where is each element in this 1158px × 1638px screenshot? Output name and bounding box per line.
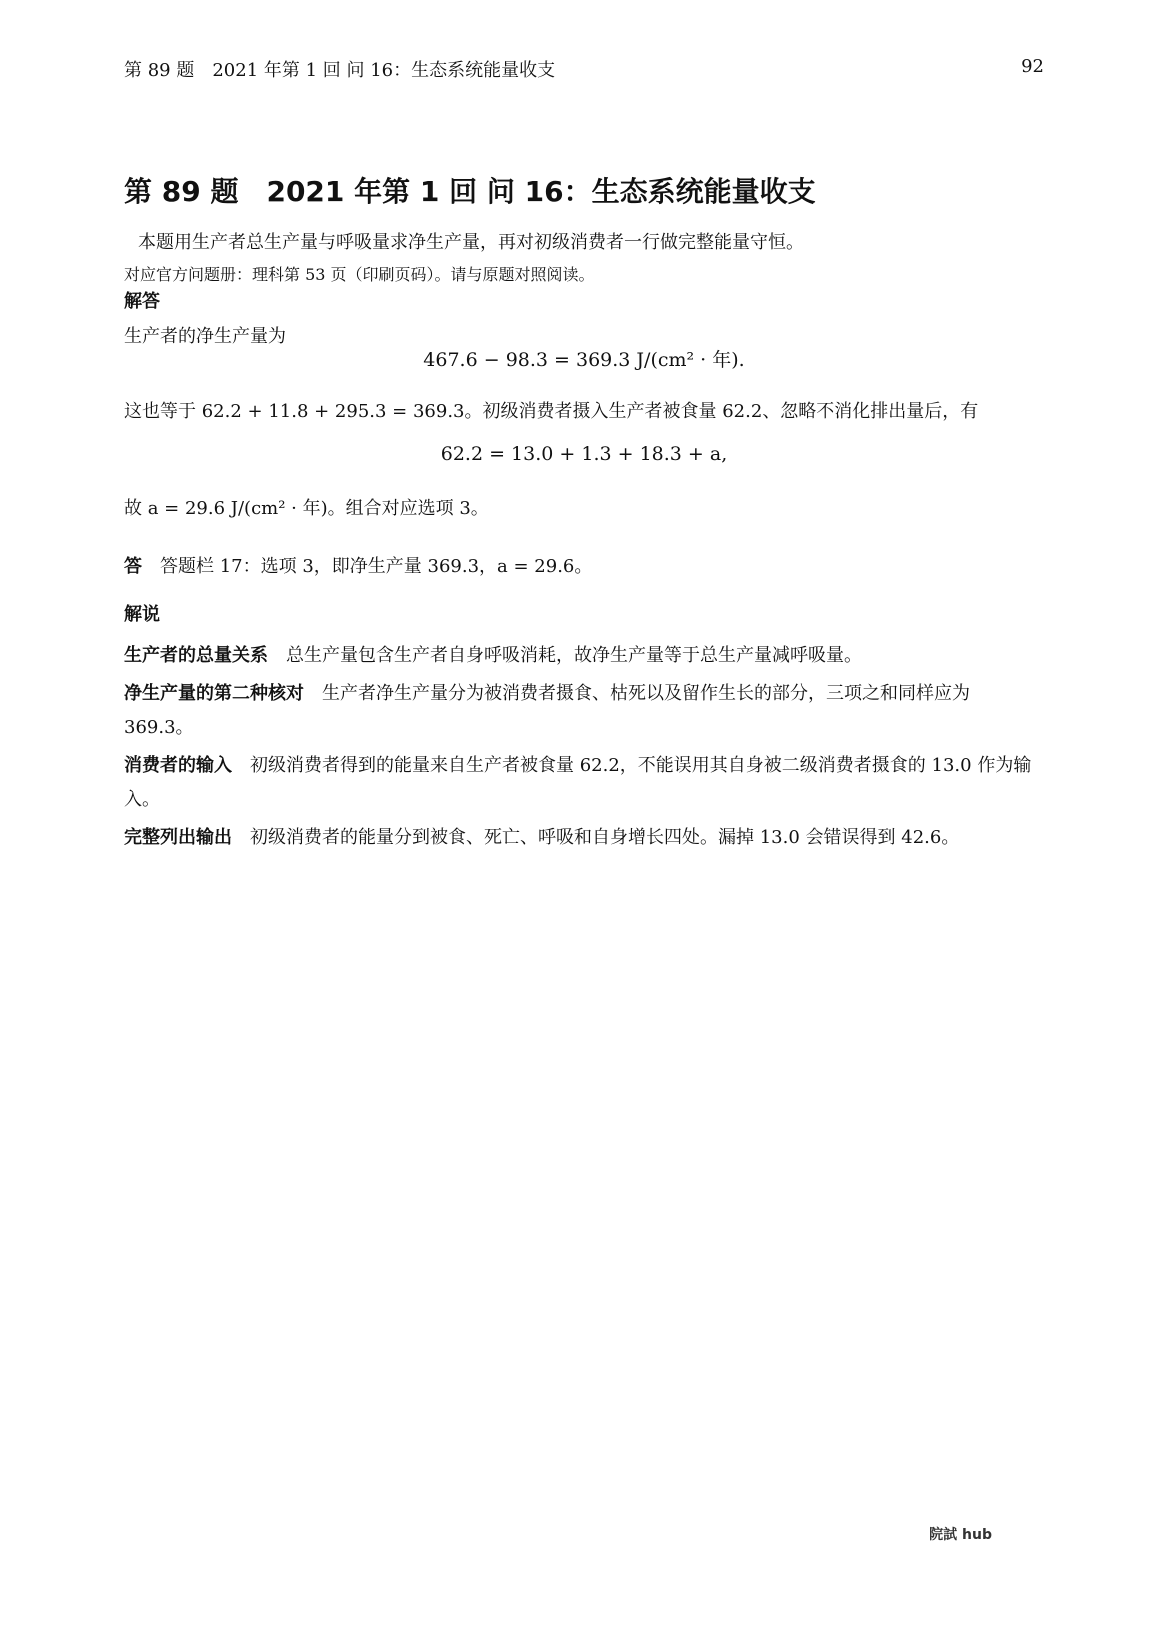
equation-1: 467.6 − 98.3 = 369.3 J/(cm² · 年). — [423, 349, 745, 371]
explanation-item-label: 净生产量的第二种核对 — [124, 683, 304, 704]
explanation-item-text: 总生产量包含生产者自身呼吸消耗，故净生产量等于总生产量减呼吸量。 — [286, 645, 862, 666]
intro-text: 本题用生产者总生产量与呼吸量求净生产量，再对初级消费者一行做完整能量守恒。 — [138, 232, 804, 253]
explanation-item — [124, 677, 1044, 745]
explanation-item — [124, 749, 1044, 817]
explanation-item-text: 生产者净生产量分为被消费者摄食、枯死以及留作生长的部分，三项之和同样应为 369.3。 — [124, 683, 970, 738]
footer-brand: 院試 hub — [929, 1527, 992, 1543]
reference-note: 对应官方问题册：理科第 53 页（印刷页码）。请与原题对照阅读。 — [124, 265, 595, 284]
answer-text: 答题栏 17：选项 3，即净生产量 369.3，a = 29.6。 — [160, 556, 593, 577]
explanation-item-label: 生产者的总量关系 — [124, 645, 268, 666]
solution-heading: 解答 — [124, 291, 160, 312]
solution-line-2: 这也等于 62.2 + 11.8 + 295.3 = 369.3。初级消费者摄入生产者被食量 62.2、忽略不消化排出量后，有 — [124, 401, 979, 422]
answer-line — [124, 552, 1044, 578]
explanation-heading: 解说 — [124, 604, 160, 625]
explanation-item-text: 初级消费者得到的能量来自生产者被食量 62.2，不能误用其自身被二级消费者摄食的 13.0 作为输入。 — [124, 755, 1032, 810]
explanation-item — [124, 639, 1044, 673]
answer-label: 答 — [124, 556, 142, 577]
explanation-item-label: 完整列出输出 — [124, 827, 232, 848]
page-number: 92 — [1021, 56, 1044, 77]
solution-line-1: 生产者的净生产量为 — [124, 326, 286, 347]
page-title: 第 89 题 2021 年第 1 回 问 16：生态系统能量收支 — [124, 175, 816, 208]
solution-line-3: 故 a = 29.6 J/(cm² · 年)。组合对应选项 3。 — [124, 498, 489, 519]
running-title: 第 89 题 2021 年第 1 回 问 16：生态系统能量收支 — [124, 60, 556, 81]
running-header — [124, 56, 1044, 82]
explanation-item-label: 消费者的输入 — [124, 755, 232, 776]
explanation-item-text: 初级消费者的能量分到被食、死亡、呼吸和自身增长四处。漏掉 13.0 会错误得到 42.6。 — [250, 827, 960, 848]
explanation-item — [124, 821, 1044, 855]
equation-2: 62.2 = 13.0 + 1.3 + 18.3 + a, — [440, 443, 728, 465]
page — [124, 0, 1044, 1638]
